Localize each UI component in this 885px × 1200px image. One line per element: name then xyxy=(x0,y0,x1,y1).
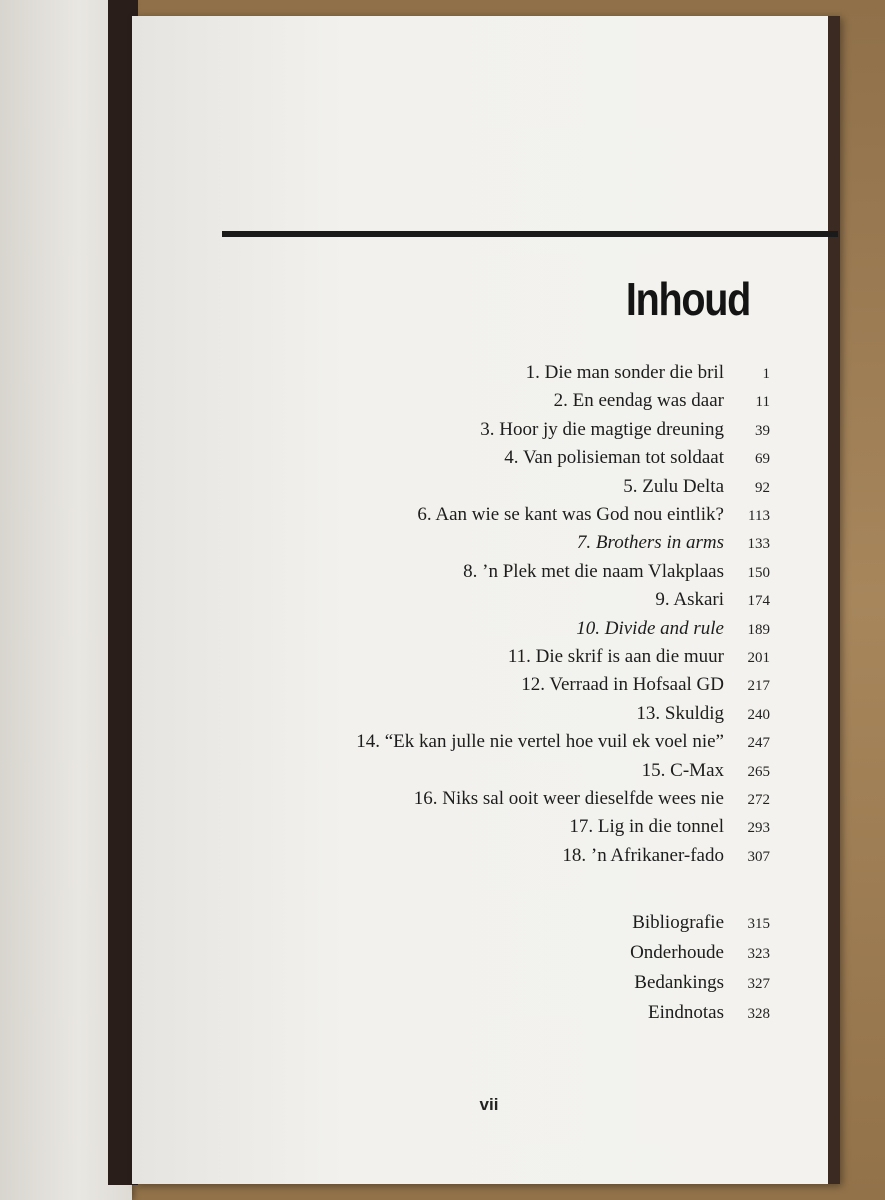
chapter-entry xyxy=(356,731,770,753)
chapter-page-number: 113 xyxy=(748,508,770,524)
chapter-entry xyxy=(642,760,770,782)
chapter-title: 11. Die skrif is aan die muur xyxy=(507,646,724,667)
heading-rule xyxy=(222,231,838,237)
back-matter-title: Eindnotas xyxy=(648,1002,724,1023)
chapter-title: 10. Divide and rule xyxy=(576,617,724,639)
chapter-page-number: 201 xyxy=(747,650,770,666)
chapter-entry xyxy=(636,703,770,725)
back-matter-page-number: 327 xyxy=(747,976,770,992)
chapter-title: 17. Lig in die tonnel xyxy=(569,816,724,838)
chapter-page-number: 272 xyxy=(747,792,770,808)
book-cover-edge xyxy=(828,16,840,1184)
chapter-title: 2. En eendag was daar xyxy=(553,390,724,412)
chapter-title: 18. ’n Afrikaner-fado xyxy=(562,844,724,866)
back-matter-page-number: 323 xyxy=(747,946,770,962)
chapter-title: 7. Brothers in arms xyxy=(576,532,724,554)
back-matter-entry xyxy=(632,912,770,934)
chapter-title: 5. Zulu Delta xyxy=(623,475,724,497)
back-matter-page-number: 315 xyxy=(747,916,770,932)
page-number: vii xyxy=(479,1095,499,1114)
chapter-page-number: 293 xyxy=(747,820,770,837)
chapter-entry xyxy=(576,618,770,640)
chapter-title: 1. Die man sonder die bril xyxy=(525,362,724,383)
chapter-title: 3. Hoor jy die magtige dreuning xyxy=(480,418,724,440)
chapter-page-number: 247 xyxy=(747,735,770,752)
chapter-entry xyxy=(521,674,770,696)
back-matter-entry xyxy=(630,942,770,964)
chapter-page-number: 11 xyxy=(755,394,770,411)
chapter-page-number: 133 xyxy=(747,536,770,553)
chapter-entry xyxy=(569,816,770,838)
back-matter-entry xyxy=(648,1002,770,1024)
chapter-entry xyxy=(417,504,770,526)
chapter-title: 14. “Ek kan julle nie vertel hoe vuil ek voel nie” xyxy=(356,731,724,753)
chapter-entry xyxy=(623,476,770,498)
chapter-entry xyxy=(480,419,770,441)
chapter-title: 6. Aan wie se kant was God nou eintlik? xyxy=(417,504,724,525)
chapter-entry xyxy=(508,646,770,668)
chapter-title: 15. C-Max xyxy=(641,759,724,781)
chapter-entry xyxy=(463,561,770,583)
chapter-page-number: 174 xyxy=(747,593,770,610)
chapter-page-number: 1 xyxy=(762,366,770,382)
chapter-entry xyxy=(554,390,770,412)
chapter-page-number: 265 xyxy=(747,763,770,780)
chapter-page-number: 240 xyxy=(747,706,770,723)
chapter-page-number: 92 xyxy=(755,479,770,496)
chapter-page-number: 307 xyxy=(747,848,770,865)
chapter-page-number: 150 xyxy=(747,564,770,581)
back-matter-page-number: 328 xyxy=(747,1006,770,1022)
chapter-title: 13. Skuldig xyxy=(636,702,724,724)
back-matter-title: Bibliografie xyxy=(632,912,724,933)
chapter-page-number: 39 xyxy=(755,422,770,439)
chapter-entry xyxy=(504,447,770,469)
back-matter-title: Bedankings xyxy=(634,972,724,993)
chapter-title: 4. Van polisieman tot soldaat xyxy=(504,447,724,469)
chapter-entry xyxy=(526,362,770,384)
chapter-entry xyxy=(655,589,770,611)
chapter-page-number: 217 xyxy=(747,678,770,695)
back-matter-title: Onderhoude xyxy=(630,942,724,963)
chapter-title: 12. Verraad in Hofsaal GD xyxy=(521,674,724,696)
page-heading: Inhoud xyxy=(625,273,750,325)
back-matter-entry xyxy=(634,972,770,994)
chapter-page-number: 189 xyxy=(747,621,770,638)
chapter-page-number: 69 xyxy=(755,451,770,468)
chapter-entry xyxy=(562,845,770,867)
chapter-entry xyxy=(577,532,770,554)
chapter-title: 9. Askari xyxy=(655,589,724,611)
chapter-entry xyxy=(414,788,770,810)
chapter-title: 16. Niks sal ooit weer dieselfde wees nie xyxy=(413,788,724,809)
chapter-title: 8. ’n Plek met die naam Vlakplaas xyxy=(463,560,724,582)
